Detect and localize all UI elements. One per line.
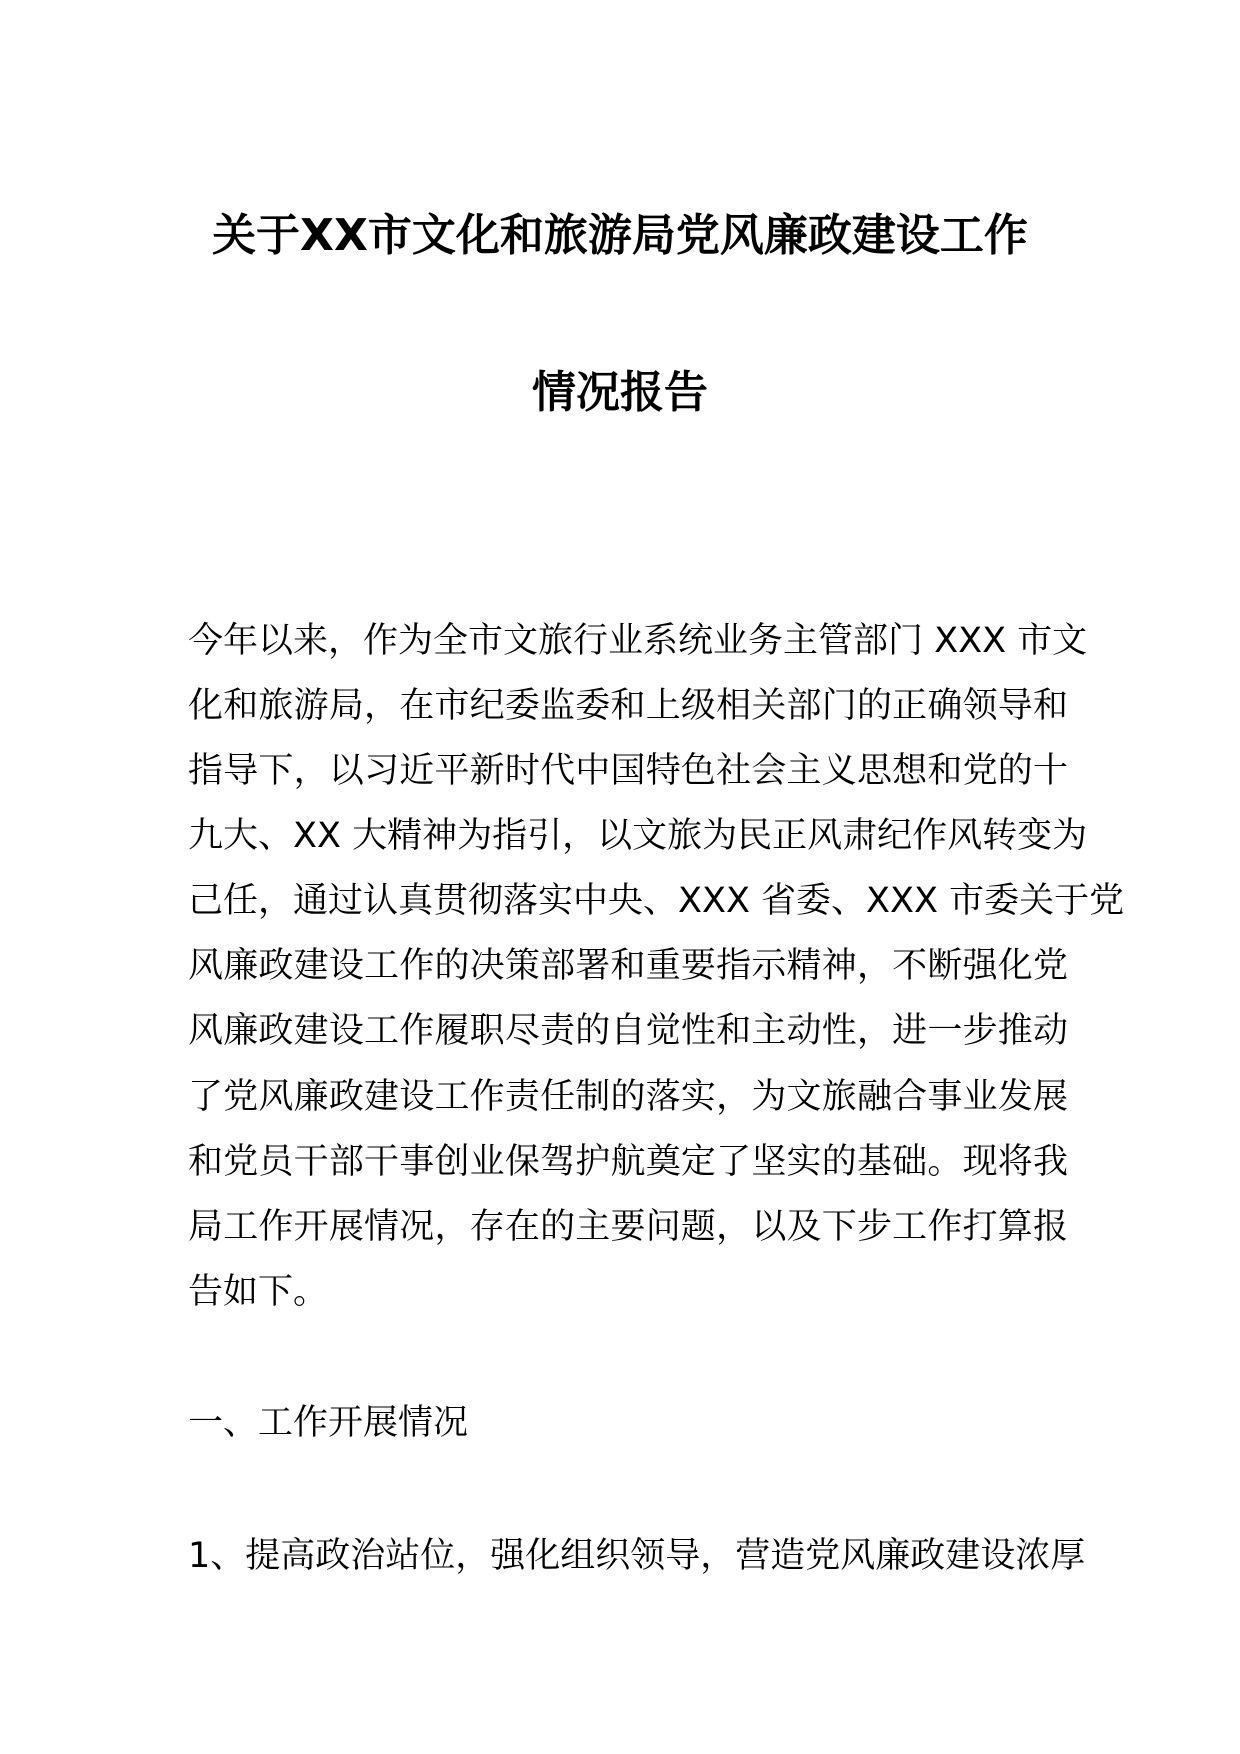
paragraph-line: 化和旅游局，在市纪委监委和上级相关部门的正确领导和 [188,686,1068,726]
item-1-heading: 1、提高政治站位，强化组织领导，营造党风廉政建设浓厚 [188,1536,1086,1576]
paragraph-line: 了党风廉政建设工作责任制的落实，为文旅融合事业发展 [188,1077,1068,1117]
section-heading: 一、工作开展情况 [188,1403,469,1443]
paragraph-line: 九大、XX 大精神为指引，以文旅为民正风肃纪作风转变为 [188,816,1088,856]
paragraph-line: 告如下。 [188,1272,329,1312]
document-title-line-2: 情况报告 [532,367,708,418]
document-title-line-1: 关于XX市文化和旅游局党风廉政建设工作 [212,210,1028,261]
paragraph-line: 风廉政建设工作履职尽责的自觉性和主动性，进一步推动 [188,1011,1068,1051]
paragraph-line: 风廉政建设工作的决策部署和重要指示精神，不断强化党 [188,946,1068,986]
paragraph-line: 今年以来，作为全市文旅行业系统业务主管部门 XXX 市文 [188,621,1088,661]
paragraph-line: 己任，通过认真贯彻落实中央、XXX 省委、XXX 市委关于党 [188,881,1125,921]
paragraph-line: 局工作开展情况，存在的主要问题，以及下步工作打算报 [188,1207,1068,1247]
paragraph-line: 指导下，以习近平新时代中国特色社会主义思想和党的十 [188,751,1068,791]
paragraph-line: 和党员干部干事创业保驾护航奠定了坚实的基础。现将我 [188,1142,1068,1182]
